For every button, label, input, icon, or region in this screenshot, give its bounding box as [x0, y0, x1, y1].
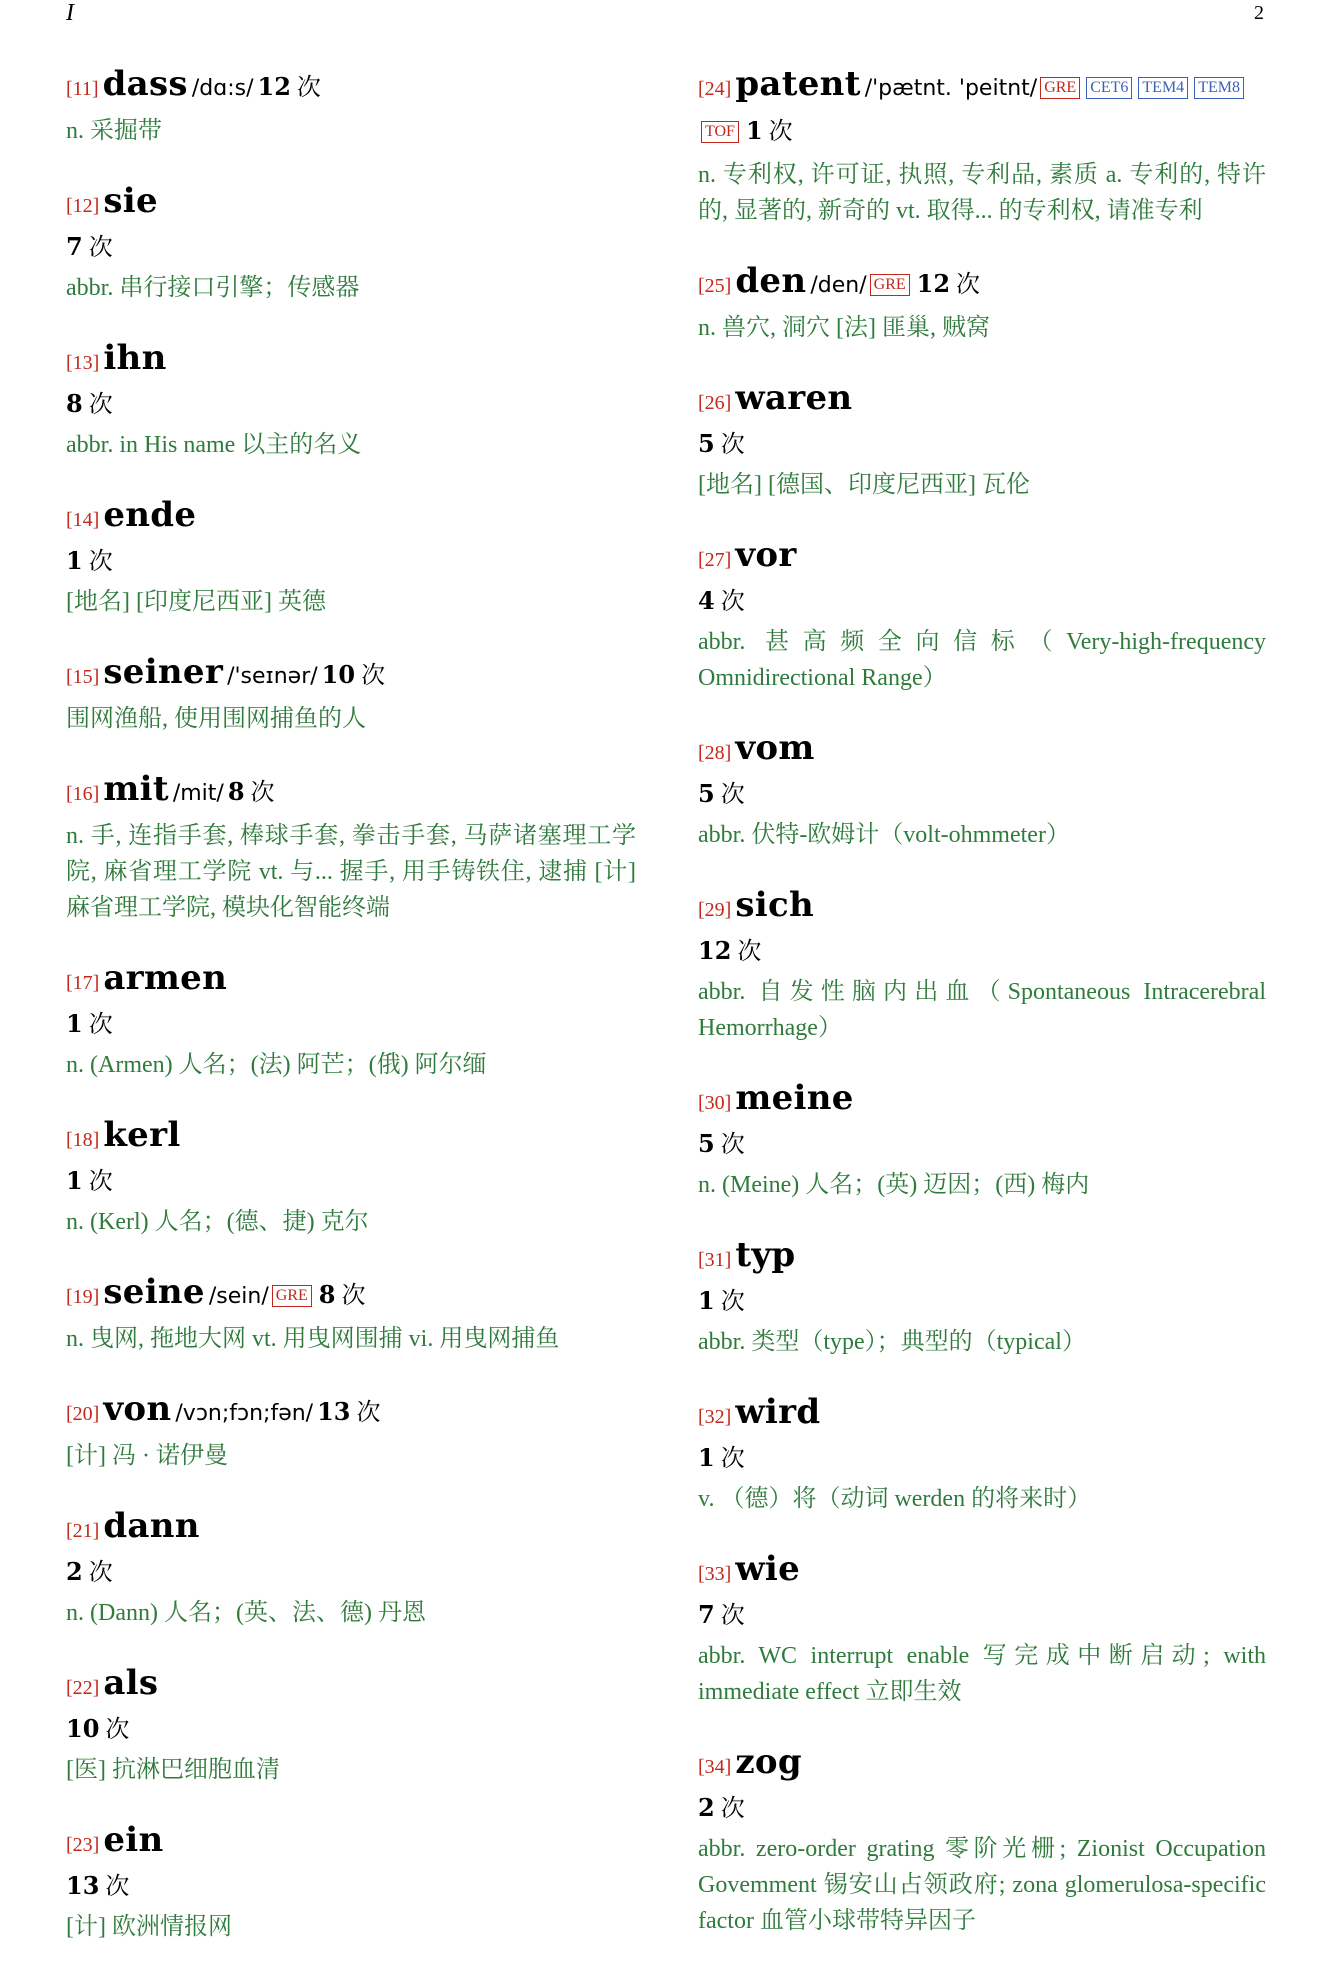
count-line	[66, 1007, 636, 1045]
count-number: 5	[698, 429, 715, 458]
entry-index: [32]	[698, 1406, 732, 1428]
occurrence-count	[66, 1714, 130, 1743]
definition: [医] 抗淋巴细胞血清	[66, 1757, 280, 1783]
dictionary-entry	[66, 1663, 636, 1788]
definition: [地名] [德国、印度尼西亚] 瓦伦	[698, 472, 1030, 498]
pronunciation: /sein/	[208, 1284, 269, 1309]
count-unit: 次	[88, 392, 113, 418]
count-number: 4	[698, 586, 715, 615]
count-unit: 次	[720, 589, 745, 615]
occurrence-count	[698, 936, 762, 965]
dictionary-entry	[66, 64, 636, 149]
definition: abbr. 自发性脑内出血（Spontaneous Intracerebral Hemorrhage）	[698, 979, 1266, 1041]
entry-headline	[698, 1235, 1266, 1282]
count-number: 1	[698, 1286, 715, 1315]
page-header-left: I	[66, 0, 74, 26]
occurrence-count	[66, 1166, 113, 1195]
dictionary-entry	[698, 885, 1266, 1046]
definition: v. （德）将（动词 werden 的将来时）	[698, 1486, 1092, 1512]
entry-index: [20]	[66, 1403, 100, 1425]
definition: n. 专利权, 许可证, 执照, 专利品, 素质 a. 专利的, 特许的, 显著的, 新奇的 vt. 取得... 的专利权, 请准专利	[698, 162, 1266, 224]
dictionary-entry	[66, 1820, 636, 1945]
count-line	[66, 1712, 636, 1750]
dictionary-entry	[698, 64, 1266, 229]
definition: n. 手, 连指手套, 棒球手套, 拳击手套, 马萨诸塞理工学院, 麻省理工学院 vt. 与... 握手, 用手铸铁住, 逮捕 [计] 麻省理工学院, 模块化智能终端	[66, 823, 636, 921]
headword: ihn	[103, 338, 167, 378]
entry-index: [26]	[698, 392, 732, 414]
exam-tag-badge: CET6	[1086, 77, 1132, 99]
occurrence-count	[66, 1871, 130, 1900]
count-unit: 次	[105, 1717, 130, 1743]
definition: n. 采掘带	[66, 118, 162, 144]
count-number: 7	[66, 232, 83, 261]
definition: abbr. zero-order grating 零阶光栅; Zionist Occupation Govemment 锡安山占领政府; zona glomerulosa-specific factor 血管小球带特异因子	[698, 1836, 1266, 1934]
exam-tag-badge: GRE	[1040, 77, 1080, 99]
exam-tag-badge: TOF	[701, 121, 739, 143]
count-line	[698, 1791, 1266, 1829]
count-number: 12	[698, 936, 732, 965]
occurrence-count	[321, 660, 386, 689]
definition: n. 曳网, 拖地大网 vt. 用曳网围捕 vi. 用曳网捕鱼	[66, 1326, 560, 1352]
count-unit: 次	[720, 1796, 745, 1822]
count-unit: 次	[720, 1289, 745, 1315]
entry-headline	[698, 728, 1266, 775]
count-number: 10	[66, 1714, 100, 1743]
count-unit: 次	[88, 549, 113, 575]
definition: n. (Dann) 人名；(英、法、德) 丹恩	[66, 1600, 426, 1626]
count-unit: 次	[88, 235, 113, 261]
entry-index: [18]	[66, 1129, 100, 1151]
entry-index: [13]	[66, 352, 100, 374]
count-line	[698, 1441, 1266, 1479]
dictionary-entry	[698, 1078, 1266, 1203]
dictionary-entry	[698, 1392, 1266, 1517]
count-line	[698, 777, 1266, 815]
occurrence-count	[66, 1009, 113, 1038]
exam-tag-badge: TEM4	[1138, 77, 1188, 99]
dictionary-entry	[66, 1506, 636, 1631]
occurrence-count	[698, 1443, 745, 1472]
count-number: 1	[66, 546, 83, 575]
headword: ein	[103, 1820, 164, 1860]
entry-index: [22]	[66, 1677, 100, 1699]
count-unit: 次	[250, 780, 275, 806]
entry-headline	[698, 64, 1266, 155]
occurrence-count	[66, 232, 113, 261]
headword: von	[103, 1389, 172, 1429]
count-number: 1	[745, 116, 763, 145]
occurrence-count	[317, 1397, 381, 1426]
entry-index: [21]	[66, 1520, 100, 1542]
entry-headline	[698, 1742, 1266, 1789]
count-line	[698, 1284, 1266, 1322]
count-number: 1	[66, 1166, 83, 1195]
count-number: 8	[318, 1280, 336, 1309]
count-number: 1	[698, 1443, 715, 1472]
occurrence-count	[66, 389, 113, 418]
entry-headline	[698, 378, 1266, 425]
entry-index: [31]	[698, 1249, 732, 1271]
entry-index: [34]	[698, 1756, 732, 1778]
definition: n. (Armen) 人名；(法) 阿芒；(俄) 阿尔缅	[66, 1052, 487, 1078]
count-unit: 次	[720, 782, 745, 808]
count-number: 8	[66, 389, 83, 418]
left-column	[66, 64, 636, 1977]
count-number: 8	[227, 777, 245, 806]
occurrence-count	[257, 72, 321, 101]
headword: kerl	[103, 1115, 181, 1155]
dictionary-entry	[66, 181, 636, 306]
pronunciation: /'seɪnər/	[227, 664, 318, 689]
definition: n. 兽穴, 洞穴 [法] 匪巢, 贼窝	[698, 315, 990, 341]
entry-index: [29]	[698, 899, 732, 921]
dictionary-entry	[66, 338, 636, 463]
dictionary-entry	[66, 1272, 636, 1357]
headword: wird	[735, 1392, 821, 1432]
count-line	[66, 230, 636, 268]
entry-index: [17]	[66, 972, 100, 994]
count-number: 13	[66, 1871, 100, 1900]
occurrence-count	[698, 1286, 745, 1315]
headword: den	[735, 261, 807, 301]
entry-index: [23]	[66, 1834, 100, 1856]
count-unit: 次	[720, 1132, 745, 1158]
count-line	[698, 1598, 1266, 1636]
count-number: 5	[698, 779, 715, 808]
entry-index: [14]	[66, 509, 100, 531]
count-unit: 次	[737, 939, 762, 965]
occurrence-count	[916, 269, 981, 298]
count-number: 13	[317, 1397, 351, 1426]
entry-index: [12]	[66, 195, 100, 217]
entry-index: [33]	[698, 1563, 732, 1585]
exam-tag-badge: GRE	[272, 1285, 312, 1307]
headword: zog	[735, 1742, 802, 1782]
count-number: 10	[321, 660, 356, 689]
entry-headline	[66, 1389, 636, 1436]
count-line	[698, 584, 1266, 622]
definition: abbr. WC interrupt enable 写完成中断启动; with immediate effect 立即生效	[698, 1643, 1266, 1705]
entry-index: [16]	[66, 783, 100, 805]
count-number: 1	[66, 1009, 83, 1038]
pronunciation: /den/	[810, 273, 867, 298]
definition: n. (Kerl) 人名；(德、捷) 克尔	[66, 1209, 369, 1235]
entry-index: [24]	[698, 78, 732, 100]
count-unit: 次	[361, 663, 386, 689]
count-number: 2	[698, 1793, 715, 1822]
count-unit: 次	[720, 432, 745, 458]
entry-headline	[698, 261, 1266, 308]
entry-headline	[698, 1078, 1266, 1125]
count-unit: 次	[356, 1400, 381, 1426]
occurrence-count	[66, 546, 113, 575]
dictionary-entry	[698, 378, 1266, 503]
count-number: 2	[66, 1557, 83, 1586]
count-unit: 次	[88, 1169, 113, 1195]
entry-headline	[66, 652, 636, 699]
count-line	[698, 934, 1266, 972]
dictionary-entry	[698, 535, 1266, 696]
headword: seiner	[103, 652, 224, 692]
count-unit: 次	[720, 1446, 745, 1472]
pronunciation: /'pætnt. 'peitnt/	[864, 76, 1038, 101]
count-line	[66, 1869, 636, 1907]
entry-headline	[66, 769, 636, 816]
count-unit: 次	[88, 1012, 113, 1038]
headword: seine	[103, 1272, 205, 1312]
dictionary-entry	[66, 1389, 636, 1474]
dictionary-entry	[66, 652, 636, 737]
pronunciation: /mit/	[172, 781, 224, 806]
definition: abbr. in His name 以主的名义	[66, 432, 362, 458]
occurrence-count	[698, 1129, 745, 1158]
entry-headline	[698, 1392, 1266, 1439]
headword: patent	[735, 64, 861, 104]
occurrence-count	[698, 1600, 745, 1629]
entry-index: [25]	[698, 275, 732, 297]
entry-index: [19]	[66, 1286, 100, 1308]
dictionary-entry	[698, 728, 1266, 853]
entry-index: [11]	[66, 78, 99, 100]
entry-headline	[66, 1506, 636, 1553]
definition: 围网渔船, 使用围网捕鱼的人	[66, 706, 366, 732]
headword: meine	[735, 1078, 854, 1118]
entry-index: [27]	[698, 549, 732, 571]
count-unit: 次	[88, 1560, 113, 1586]
count-number: 7	[698, 1600, 715, 1629]
count-unit: 次	[296, 75, 321, 101]
occurrence-count	[698, 586, 745, 615]
count-line	[66, 1555, 636, 1593]
count-line	[66, 387, 636, 425]
count-unit: 次	[956, 272, 981, 298]
definition: n. (Meine) 人名；(英) 迈因；(西) 梅内	[698, 1172, 1090, 1198]
definition: [地名] [印度尼西亚] 英德	[66, 589, 326, 615]
definition: abbr. 类型（type）；典型的（typical）	[698, 1329, 1086, 1355]
entry-index: [30]	[698, 1092, 732, 1114]
headword: mit	[103, 769, 169, 809]
headword: ende	[103, 495, 197, 535]
entry-headline	[66, 338, 636, 385]
occurrence-count	[698, 1793, 745, 1822]
count-unit: 次	[341, 1283, 366, 1309]
occurrence-count	[698, 429, 745, 458]
entry-headline	[66, 64, 636, 111]
dictionary-entry	[698, 1235, 1266, 1360]
dictionary-entry	[698, 1742, 1266, 1939]
definition: abbr. 串行接口引擎；传感器	[66, 275, 360, 301]
headword: waren	[735, 378, 853, 418]
headword: typ	[735, 1235, 796, 1275]
occurrence-count	[66, 1557, 113, 1586]
entry-headline	[66, 1820, 636, 1867]
dictionary-entry	[66, 769, 636, 926]
count-line	[66, 1164, 636, 1202]
entry-headline	[66, 181, 636, 228]
count-unit: 次	[105, 1874, 130, 1900]
exam-tag-badge: GRE	[870, 274, 910, 296]
dictionary-entry	[698, 1549, 1266, 1710]
definition: abbr. 伏特-欧姆计（volt-ohmmeter）	[698, 822, 1070, 848]
definition: [计] 冯 · 诺伊曼	[66, 1443, 228, 1469]
headword: sie	[103, 181, 158, 221]
headword: vor	[735, 535, 797, 575]
headword: armen	[103, 958, 228, 998]
dictionary-entry	[66, 495, 636, 620]
exam-tag-badge: TEM8	[1194, 77, 1244, 99]
pronunciation: /vɔn;fɔn;fən/	[175, 1401, 314, 1426]
occurrence-count	[745, 116, 793, 145]
entry-headline	[698, 1549, 1266, 1596]
headword: dass	[102, 64, 188, 104]
occurrence-count	[318, 1280, 366, 1309]
entry-headline	[66, 958, 636, 1005]
entry-headline	[698, 885, 1266, 932]
dictionary-entry	[66, 1115, 636, 1240]
count-line	[698, 427, 1266, 465]
entry-headline	[66, 1663, 636, 1710]
count-number: 12	[916, 269, 951, 298]
occurrence-count	[227, 777, 275, 806]
count-number: 5	[698, 1129, 715, 1158]
count-unit: 次	[720, 1603, 745, 1629]
right-column	[698, 64, 1266, 1971]
count-unit: 次	[768, 119, 793, 145]
headword: vom	[735, 728, 815, 768]
count-line	[698, 1127, 1266, 1165]
entry-headline	[698, 535, 1266, 582]
occurrence-count	[698, 779, 745, 808]
entry-index: [15]	[66, 666, 100, 688]
entry-headline	[66, 1272, 636, 1319]
entry-headline	[66, 1115, 636, 1162]
definition: abbr. 甚高频全向信标（Very-high-frequency Omnidirectional Range）	[698, 629, 1266, 691]
headword: als	[103, 1663, 159, 1703]
entry-headline	[66, 495, 636, 542]
count-number: 12	[257, 72, 291, 101]
page-number: 2	[1254, 2, 1264, 24]
headword: wie	[735, 1549, 801, 1589]
pronunciation: /dɑ:s/	[191, 76, 254, 101]
count-line	[66, 544, 636, 582]
headword: dann	[103, 1506, 200, 1546]
headword: sich	[735, 885, 815, 925]
entry-index: [28]	[698, 742, 732, 764]
definition: [计] 欧洲情报网	[66, 1914, 232, 1940]
dictionary-entry	[66, 958, 636, 1083]
dictionary-entry	[698, 261, 1266, 346]
